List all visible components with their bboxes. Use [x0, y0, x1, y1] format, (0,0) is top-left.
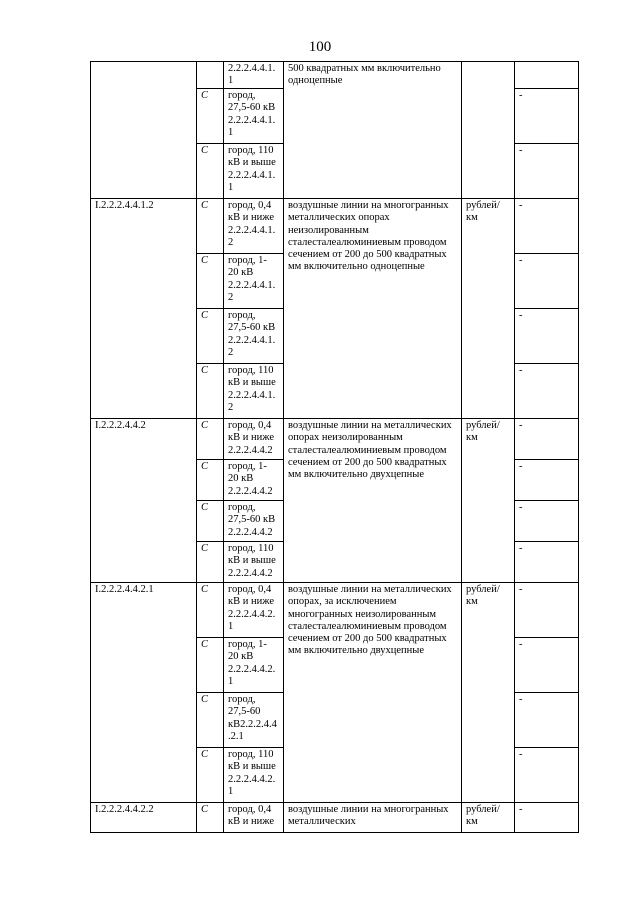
- voltage-subcode: город, 0,4 кВ и ниже 2.2.2.4.4.2: [224, 419, 284, 460]
- unit-label: рублей/ км: [462, 803, 515, 833]
- line-description: 500 квадратных мм включительно одноцепные: [284, 62, 462, 199]
- rate-value: -: [515, 693, 579, 748]
- row-code: I.2.2.2.4.4.2: [91, 419, 197, 583]
- category-letter: С: [197, 542, 224, 583]
- rate-value: -: [515, 364, 579, 419]
- table-row: [91, 419, 579, 460]
- category-letter: С: [197, 199, 224, 254]
- voltage-subcode: 2.2.2.4.4.1. 1: [224, 62, 284, 89]
- voltage-subcode: город, 1- 20 кВ 2.2.2.4.4.1. 2: [224, 254, 284, 309]
- category-letter: С: [197, 803, 224, 833]
- rate-value: -: [515, 542, 579, 583]
- category-letter: С: [197, 419, 224, 460]
- rate-value: -: [515, 638, 579, 693]
- voltage-subcode: город, 1- 20 кВ 2.2.2.4.4.2. 1: [224, 638, 284, 693]
- category-letter: С: [197, 89, 224, 144]
- rate-value: -: [515, 199, 579, 254]
- row-code: I.2.2.2.4.4.2.2: [91, 803, 197, 833]
- line-description: воздушные линии на многогранных металлических опорах неизолированным сталесталеалюминиевым проводом сечением от 200 до 500 квадратных мм включительно одноцепные: [284, 199, 462, 419]
- voltage-subcode: город, 1- 20 кВ 2.2.2.4.4.2: [224, 460, 284, 501]
- tariff-table: [90, 61, 579, 833]
- line-description: воздушные линии на металлических опорах неизолированным сталесталеалюминиевым проводом сечением от 200 до 500 квадратных мм включительно двухцепные: [284, 419, 462, 583]
- rate-value: -: [515, 460, 579, 501]
- voltage-subcode: город, 27,5-60 кВ2.2.2.4.4 .2.1: [224, 693, 284, 748]
- table-row: [91, 583, 579, 638]
- category-letter: С: [197, 693, 224, 748]
- rate-value: -: [515, 309, 579, 364]
- category-letter: С: [197, 254, 224, 309]
- unit-label: рублей/ км: [462, 419, 515, 583]
- row-code: I.2.2.2.4.4.2.1: [91, 583, 197, 803]
- rate-value: [515, 62, 579, 89]
- voltage-subcode: город, 27,5-60 кВ 2.2.2.4.4.2: [224, 501, 284, 542]
- rate-value: -: [515, 501, 579, 542]
- category-letter: С: [197, 583, 224, 638]
- voltage-subcode: город, 110 кВ и выше 2.2.2.4.4.1. 2: [224, 364, 284, 419]
- category-letter: С: [197, 638, 224, 693]
- category-letter: С: [197, 364, 224, 419]
- category-letter: С: [197, 144, 224, 199]
- voltage-subcode: город, 27,5-60 кВ 2.2.2.4.4.1. 1: [224, 89, 284, 144]
- voltage-subcode: город, 0,4 кВ и ниже: [224, 803, 284, 833]
- rate-value: -: [515, 144, 579, 199]
- voltage-subcode: город, 110 кВ и выше 2.2.2.4.4.2: [224, 542, 284, 583]
- rate-value: -: [515, 419, 579, 460]
- page-number: 100: [308, 39, 332, 55]
- voltage-subcode: город, 0,4 кВ и ниже 2.2.2.4.4.1. 2: [224, 199, 284, 254]
- row-code: [91, 62, 197, 199]
- rate-value: -: [515, 89, 579, 144]
- category-letter: С: [197, 501, 224, 542]
- line-description: воздушные линии на металлических опорах, за исключением многогранных неизолированным сталесталеалюминиевым проводом сечением от 200 до 500 квадратных мм включительно двухцепные: [284, 583, 462, 803]
- rate-value: -: [515, 254, 579, 309]
- rate-value: -: [515, 803, 579, 833]
- voltage-subcode: город, 27,5-60 кВ 2.2.2.4.4.1. 2: [224, 309, 284, 364]
- voltage-subcode: город, 0,4 кВ и ниже 2.2.2.4.4.2. 1: [224, 583, 284, 638]
- category-letter: С: [197, 460, 224, 501]
- category-letter: С: [197, 748, 224, 803]
- unit-label: рублей/ км: [462, 583, 515, 803]
- unit-label: [462, 62, 515, 199]
- category-letter: [197, 62, 224, 89]
- rate-value: -: [515, 583, 579, 638]
- rate-value: -: [515, 748, 579, 803]
- unit-label: рублей/ км: [462, 199, 515, 419]
- table-row: [91, 199, 579, 254]
- line-description: воздушные линии на многогранных металлических: [284, 803, 462, 833]
- table-row: [91, 62, 579, 89]
- voltage-subcode: город, 110 кВ и выше 2.2.2.4.4.1. 1: [224, 144, 284, 199]
- table-row: [91, 803, 579, 833]
- voltage-subcode: город, 110 кВ и выше 2.2.2.4.4.2. 1: [224, 748, 284, 803]
- category-letter: С: [197, 309, 224, 364]
- row-code: I.2.2.2.4.4.1.2: [91, 199, 197, 419]
